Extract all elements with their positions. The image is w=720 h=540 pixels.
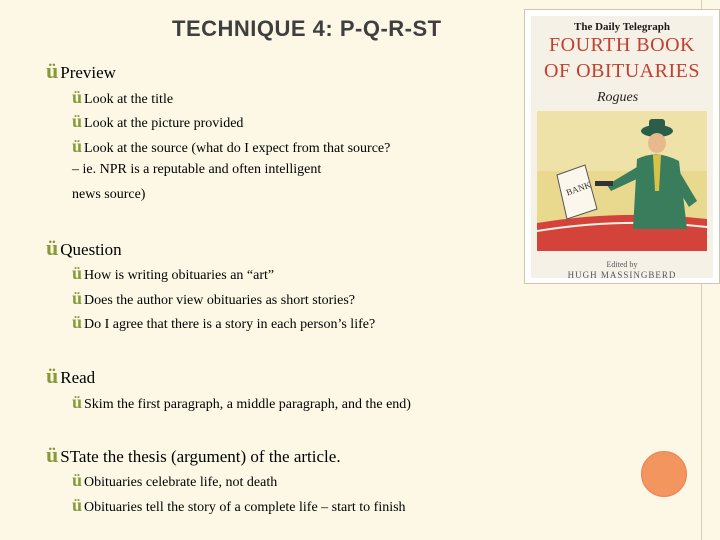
list-item-text: Skim the first paragraph, a middle paragraph, and the end): [84, 397, 411, 412]
section-heading: Read: [60, 368, 96, 387]
list-item-text: How is writing obituaries an “art”: [84, 268, 275, 283]
bullet-question: [46, 235, 122, 261]
list-item: [72, 392, 411, 413]
list-item: [72, 495, 406, 516]
book-subtitle: Rogues: [597, 90, 639, 105]
check-icon: ü: [72, 87, 83, 107]
section-heading: Preview: [60, 63, 116, 82]
book-cover-face: [531, 16, 713, 278]
list-item-text: Does the author view obituaries as short stories?: [84, 293, 356, 308]
list-item-text: Look at the source (what do I expect from that source?: [84, 141, 391, 156]
list-item: [72, 312, 375, 333]
book-editor-name: HUGH MASSINGBERD: [567, 270, 677, 280]
illustration-bank-text: BANK: [564, 179, 593, 198]
list-item-text: Do I agree that there is a story in each person’s life?: [84, 317, 376, 332]
continuation-text: – ie. NPR is a reputable and often intelligent: [72, 162, 322, 177]
section-heading: Question: [60, 240, 122, 259]
section-heading: STate the thesis (argument) of the article.: [60, 447, 341, 466]
list-item-text: Obituaries celebrate life, not death: [84, 475, 278, 490]
list-item-text: Obituaries tell the story of a complete life – start to finish: [84, 500, 406, 515]
list-item-text: Look at the title: [84, 92, 174, 107]
check-icon: ü: [72, 312, 83, 332]
bullet-state-thesis: [46, 442, 341, 468]
list-item: [72, 87, 173, 108]
check-icon: ü: [46, 442, 59, 467]
book-publisher: The Daily Telegraph: [574, 21, 670, 33]
decorative-circle: [641, 451, 687, 497]
check-icon: ü: [46, 58, 59, 83]
check-icon: ü: [46, 235, 59, 260]
book-title-line1: FOURTH BOOK: [549, 34, 695, 56]
check-icon: ü: [72, 392, 83, 412]
book-cover-image: [524, 9, 720, 284]
book-illustration: [537, 111, 707, 251]
list-item-text: Look at the picture provided: [84, 116, 244, 131]
check-icon: ü: [72, 263, 83, 283]
check-icon: ü: [72, 111, 83, 131]
check-icon: ü: [46, 363, 59, 388]
list-item: [72, 263, 274, 284]
check-icon: ü: [72, 470, 83, 490]
slide-title: TECHNIQUE 4: P-Q-R-ST: [172, 16, 442, 41]
list-item: [72, 136, 390, 157]
list-item: [72, 470, 277, 491]
list-item: [72, 111, 243, 132]
check-icon: ü: [72, 495, 83, 515]
bullet-preview: [46, 58, 116, 84]
continuation-text: news source): [72, 187, 146, 202]
check-icon: ü: [72, 288, 83, 308]
book-title-line2: OF OBITUARIES: [544, 60, 700, 82]
check-icon: ü: [72, 136, 83, 156]
bullet-read: [46, 363, 95, 389]
list-item: [72, 288, 355, 309]
book-editor-label: Edited by: [606, 260, 638, 269]
